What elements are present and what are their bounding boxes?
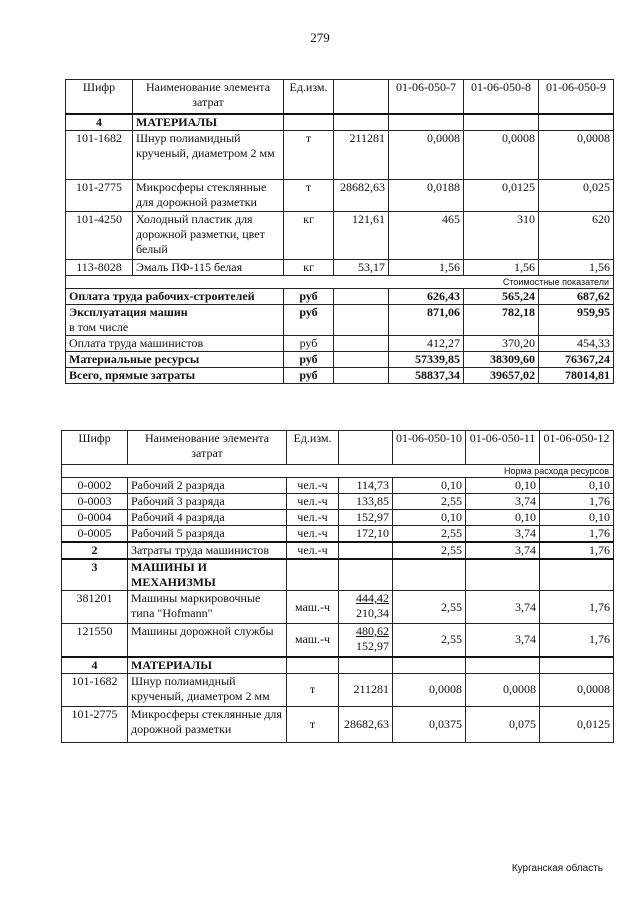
header-col-12: 01-06-050-12 (540, 431, 614, 465)
row-value-11: 3,74 (466, 526, 540, 543)
row-name: Холодный пластик для дорожной разметки, цвет белый (133, 211, 284, 259)
row-code: 101-2775 (66, 179, 133, 211)
empty-cell (339, 657, 393, 674)
page-number: 279 (310, 30, 330, 45)
row-value-11: 3,74 (466, 494, 540, 510)
row-unit: чел.-ч (287, 510, 339, 526)
row-value-10: 2,55 (393, 526, 466, 543)
note-row (66, 275, 614, 288)
empty-cell (334, 288, 389, 304)
row-name: Затраты труда машинистов (128, 542, 287, 559)
row-price-cell (339, 591, 393, 624)
row-code: 0-0003 (62, 494, 128, 510)
row-value-10: 0,10 (393, 510, 466, 526)
header-unit: Ед.изм. (287, 431, 339, 465)
row-value-9: 0,025 (539, 179, 614, 211)
row-code: 381201 (62, 591, 128, 624)
row-code: 2 (62, 542, 128, 559)
row-unit: чел.-ч (287, 542, 339, 559)
machinist-row (62, 542, 614, 559)
header-code: Шифр (62, 431, 128, 465)
table-row (62, 510, 614, 526)
table-row (62, 494, 614, 510)
row-value-11: 0,10 (466, 510, 540, 526)
row-value-11: 0,0008 (466, 673, 540, 706)
row-value-11: 3,74 (466, 542, 540, 559)
empty-cell (287, 559, 339, 591)
row-value-7: 465 (389, 211, 464, 259)
cost-value-7: 57339,85 (389, 351, 464, 367)
row-value-9: 1,56 (539, 259, 614, 275)
row-value-12: 1,76 (540, 494, 614, 510)
cost-value-7: 871,06 (389, 304, 464, 335)
section-title: МАТЕРИАЛЫ (133, 114, 284, 131)
row-value-12: 1,76 (540, 591, 614, 624)
cost-row (66, 367, 614, 383)
empty-cell (339, 542, 393, 559)
table-row (66, 179, 614, 211)
row-unit: чел.-ч (287, 494, 339, 510)
cost-value-7: 626,43 (389, 288, 464, 304)
empty-cell (287, 657, 339, 674)
row-name: Машины маркировочные типа "Hofmann" (128, 591, 287, 624)
row-name: Рабочий 2 разряда (128, 478, 287, 494)
section-title: МАШИНЫ И МЕХАНИЗМЫ (128, 559, 287, 591)
cost-value-8: 370,20 (464, 335, 539, 351)
row-value-7: 0,0188 (389, 179, 464, 211)
row-code: 101-4250 (66, 211, 133, 259)
row-unit: т (284, 179, 334, 211)
row-value-10: 2,55 (393, 591, 466, 624)
cost-note: Стоимостные показатели (66, 275, 614, 288)
cost-value-9: 454,33 (539, 335, 614, 351)
section-row-materials (62, 657, 614, 674)
cost-name-cell (66, 304, 284, 335)
row-unit: т (287, 706, 339, 742)
row-code: 0-0005 (62, 526, 128, 543)
cost-name: Эксплуатация машин (69, 304, 188, 319)
row-value-9: 0,0008 (539, 130, 614, 179)
cost-row (66, 288, 614, 304)
row-code: 101-2775 (62, 706, 128, 742)
row-name: Шнур полиамидный крученый, диаметром 2 мм (128, 673, 287, 706)
row-value-12: 1,76 (540, 526, 614, 543)
row-value-12: 1,76 (540, 542, 614, 559)
row-unit: чел.-ч (287, 526, 339, 543)
resource-table-2 (61, 430, 614, 743)
table-row (62, 624, 614, 657)
empty-cell (393, 559, 466, 591)
row-unit: маш.-ч (287, 591, 339, 624)
header-name: Наименование элемента затрат (133, 80, 284, 114)
table-row (62, 591, 614, 624)
header-col-9: 01-06-050-9 (539, 80, 614, 114)
resource-table-1 (65, 79, 614, 384)
row-code: 0-0004 (62, 510, 128, 526)
row-price-cell (339, 624, 393, 657)
row-code: 101-1682 (66, 130, 133, 179)
row-unit: кг (284, 259, 334, 275)
row-price: 53,17 (334, 259, 389, 275)
row-price-bottom: 210,34 (356, 606, 389, 620)
cost-unit: руб (284, 335, 334, 351)
row-price: 211281 (339, 673, 393, 706)
row-price-top: 444,42 (356, 591, 389, 605)
table-row (62, 478, 614, 494)
row-value-10: 0,10 (393, 478, 466, 494)
row-value-11: 0,075 (466, 706, 540, 742)
header-unit: Ед.изм. (284, 80, 334, 114)
row-value-12: 0,10 (540, 478, 614, 494)
empty-cell (389, 114, 464, 131)
row-value-7: 0,0008 (389, 130, 464, 179)
cost-value-8: 39657,02 (464, 367, 539, 383)
row-value-8: 0,0125 (464, 179, 539, 211)
cost-value-9: 959,95 (539, 304, 614, 335)
row-value-12: 0,0125 (540, 706, 614, 742)
row-value-10: 0,0008 (393, 673, 466, 706)
cost-sub: в том числе (69, 319, 129, 334)
cost-value-7: 412,27 (389, 335, 464, 351)
row-price: 133,85 (339, 494, 393, 510)
row-price: 121,61 (334, 211, 389, 259)
row-name: Рабочий 4 разряда (128, 510, 287, 526)
row-value-10: 0,0375 (393, 706, 466, 742)
empty-cell (334, 114, 389, 131)
header-name: Наименование элемента затрат (128, 431, 287, 465)
header-col-8: 01-06-050-8 (464, 80, 539, 114)
table-header-row (62, 431, 614, 465)
section-row-machines (62, 559, 614, 591)
empty-cell (540, 559, 614, 591)
row-value-11: 3,74 (466, 624, 540, 657)
table-row (62, 706, 614, 742)
cost-value-7: 58837,34 (389, 367, 464, 383)
section-row-materials (66, 114, 614, 131)
cost-value-8: 565,24 (464, 288, 539, 304)
empty-cell (466, 657, 540, 674)
row-price-top: 480,62 (356, 624, 389, 638)
header-price (339, 431, 393, 465)
section-code: 4 (66, 114, 133, 131)
row-unit: т (287, 673, 339, 706)
row-price: 211281 (334, 130, 389, 179)
header-col-7: 01-06-050-7 (389, 80, 464, 114)
norm-note: Норма расхода ресурсов (62, 465, 614, 478)
row-value-12: 0,10 (540, 510, 614, 526)
table-row (66, 211, 614, 259)
empty-cell (339, 559, 393, 591)
header-col-11: 01-06-050-11 (466, 431, 540, 465)
row-price: 114,73 (339, 478, 393, 494)
row-code: 101-1682 (62, 673, 128, 706)
table-row (66, 259, 614, 275)
empty-cell (334, 335, 389, 351)
row-value-8: 1,56 (464, 259, 539, 275)
empty-cell (393, 657, 466, 674)
table-header-row (66, 80, 614, 114)
section-title: МАТЕРИАЛЫ (128, 657, 287, 674)
cost-value-8: 782,18 (464, 304, 539, 335)
header-col-10: 01-06-050-10 (393, 431, 466, 465)
empty-cell (284, 114, 334, 131)
row-value-12: 1,76 (540, 624, 614, 657)
empty-cell (466, 559, 540, 591)
empty-cell (334, 351, 389, 367)
row-name: Микросферы стеклянные для дорожной разметки (133, 179, 284, 211)
note-row (62, 465, 614, 478)
cost-value-8: 38309,60 (464, 351, 539, 367)
section-code: 4 (62, 657, 128, 674)
row-value-10: 2,55 (393, 624, 466, 657)
cost-unit: руб (284, 367, 334, 383)
row-unit: маш.-ч (287, 624, 339, 657)
row-unit: кг (284, 211, 334, 259)
row-name: Рабочий 5 разряда (128, 526, 287, 543)
cost-name: Оплата труда машинистов (66, 335, 284, 351)
row-value-10: 2,55 (393, 542, 466, 559)
row-value-11: 0,10 (466, 478, 540, 494)
row-name: Рабочий 3 разряда (128, 494, 287, 510)
header-price (334, 80, 389, 114)
empty-cell (464, 114, 539, 131)
row-value-8: 0,0008 (464, 130, 539, 179)
cost-row (66, 351, 614, 367)
cost-value-9: 78014,81 (539, 367, 614, 383)
cost-row (66, 304, 614, 335)
row-value-10: 2,55 (393, 494, 466, 510)
row-price-bottom: 152,97 (356, 639, 389, 653)
cost-name: Оплата труда рабочих-строителей (66, 288, 284, 304)
footer-region: Курганская область (511, 863, 603, 874)
cost-value-9: 76367,24 (539, 351, 614, 367)
cost-unit: руб (284, 288, 334, 304)
cost-unit: руб (284, 351, 334, 367)
table-row (62, 673, 614, 706)
empty-cell (540, 657, 614, 674)
cost-name: Всего, прямые затраты (66, 367, 284, 383)
row-unit: чел.-ч (287, 478, 339, 494)
cost-row (66, 335, 614, 351)
empty-cell (334, 367, 389, 383)
cost-unit: руб (284, 304, 334, 335)
row-name: Шнур полиамидный крученый, диаметром 2 мм (133, 130, 284, 179)
section-code: 3 (62, 559, 128, 591)
cost-name: Материальные ресурсы (66, 351, 284, 367)
row-price: 28682,63 (334, 179, 389, 211)
row-name: Микросферы стеклянные для дорожной разметки (128, 706, 287, 742)
row-code: 113-8028 (66, 259, 133, 275)
row-name: Эмаль ПФ-115 белая (133, 259, 284, 275)
row-unit: т (284, 130, 334, 179)
row-value-9: 620 (539, 211, 614, 259)
row-price: 152,97 (339, 510, 393, 526)
row-code: 121550 (62, 624, 128, 657)
table-row (66, 130, 614, 179)
header-code: Шифр (66, 80, 133, 114)
row-price: 172,10 (339, 526, 393, 543)
empty-cell (539, 114, 614, 131)
empty-cell (334, 304, 389, 335)
row-code: 0-0002 (62, 478, 128, 494)
cost-value-9: 687,62 (539, 288, 614, 304)
row-value-12: 0,0008 (540, 673, 614, 706)
row-value-11: 3,74 (466, 591, 540, 624)
table-row (62, 526, 614, 543)
row-value-8: 310 (464, 211, 539, 259)
row-price: 28682,63 (339, 706, 393, 742)
row-value-7: 1,56 (389, 259, 464, 275)
row-name: Машины дорожной службы (128, 624, 287, 657)
